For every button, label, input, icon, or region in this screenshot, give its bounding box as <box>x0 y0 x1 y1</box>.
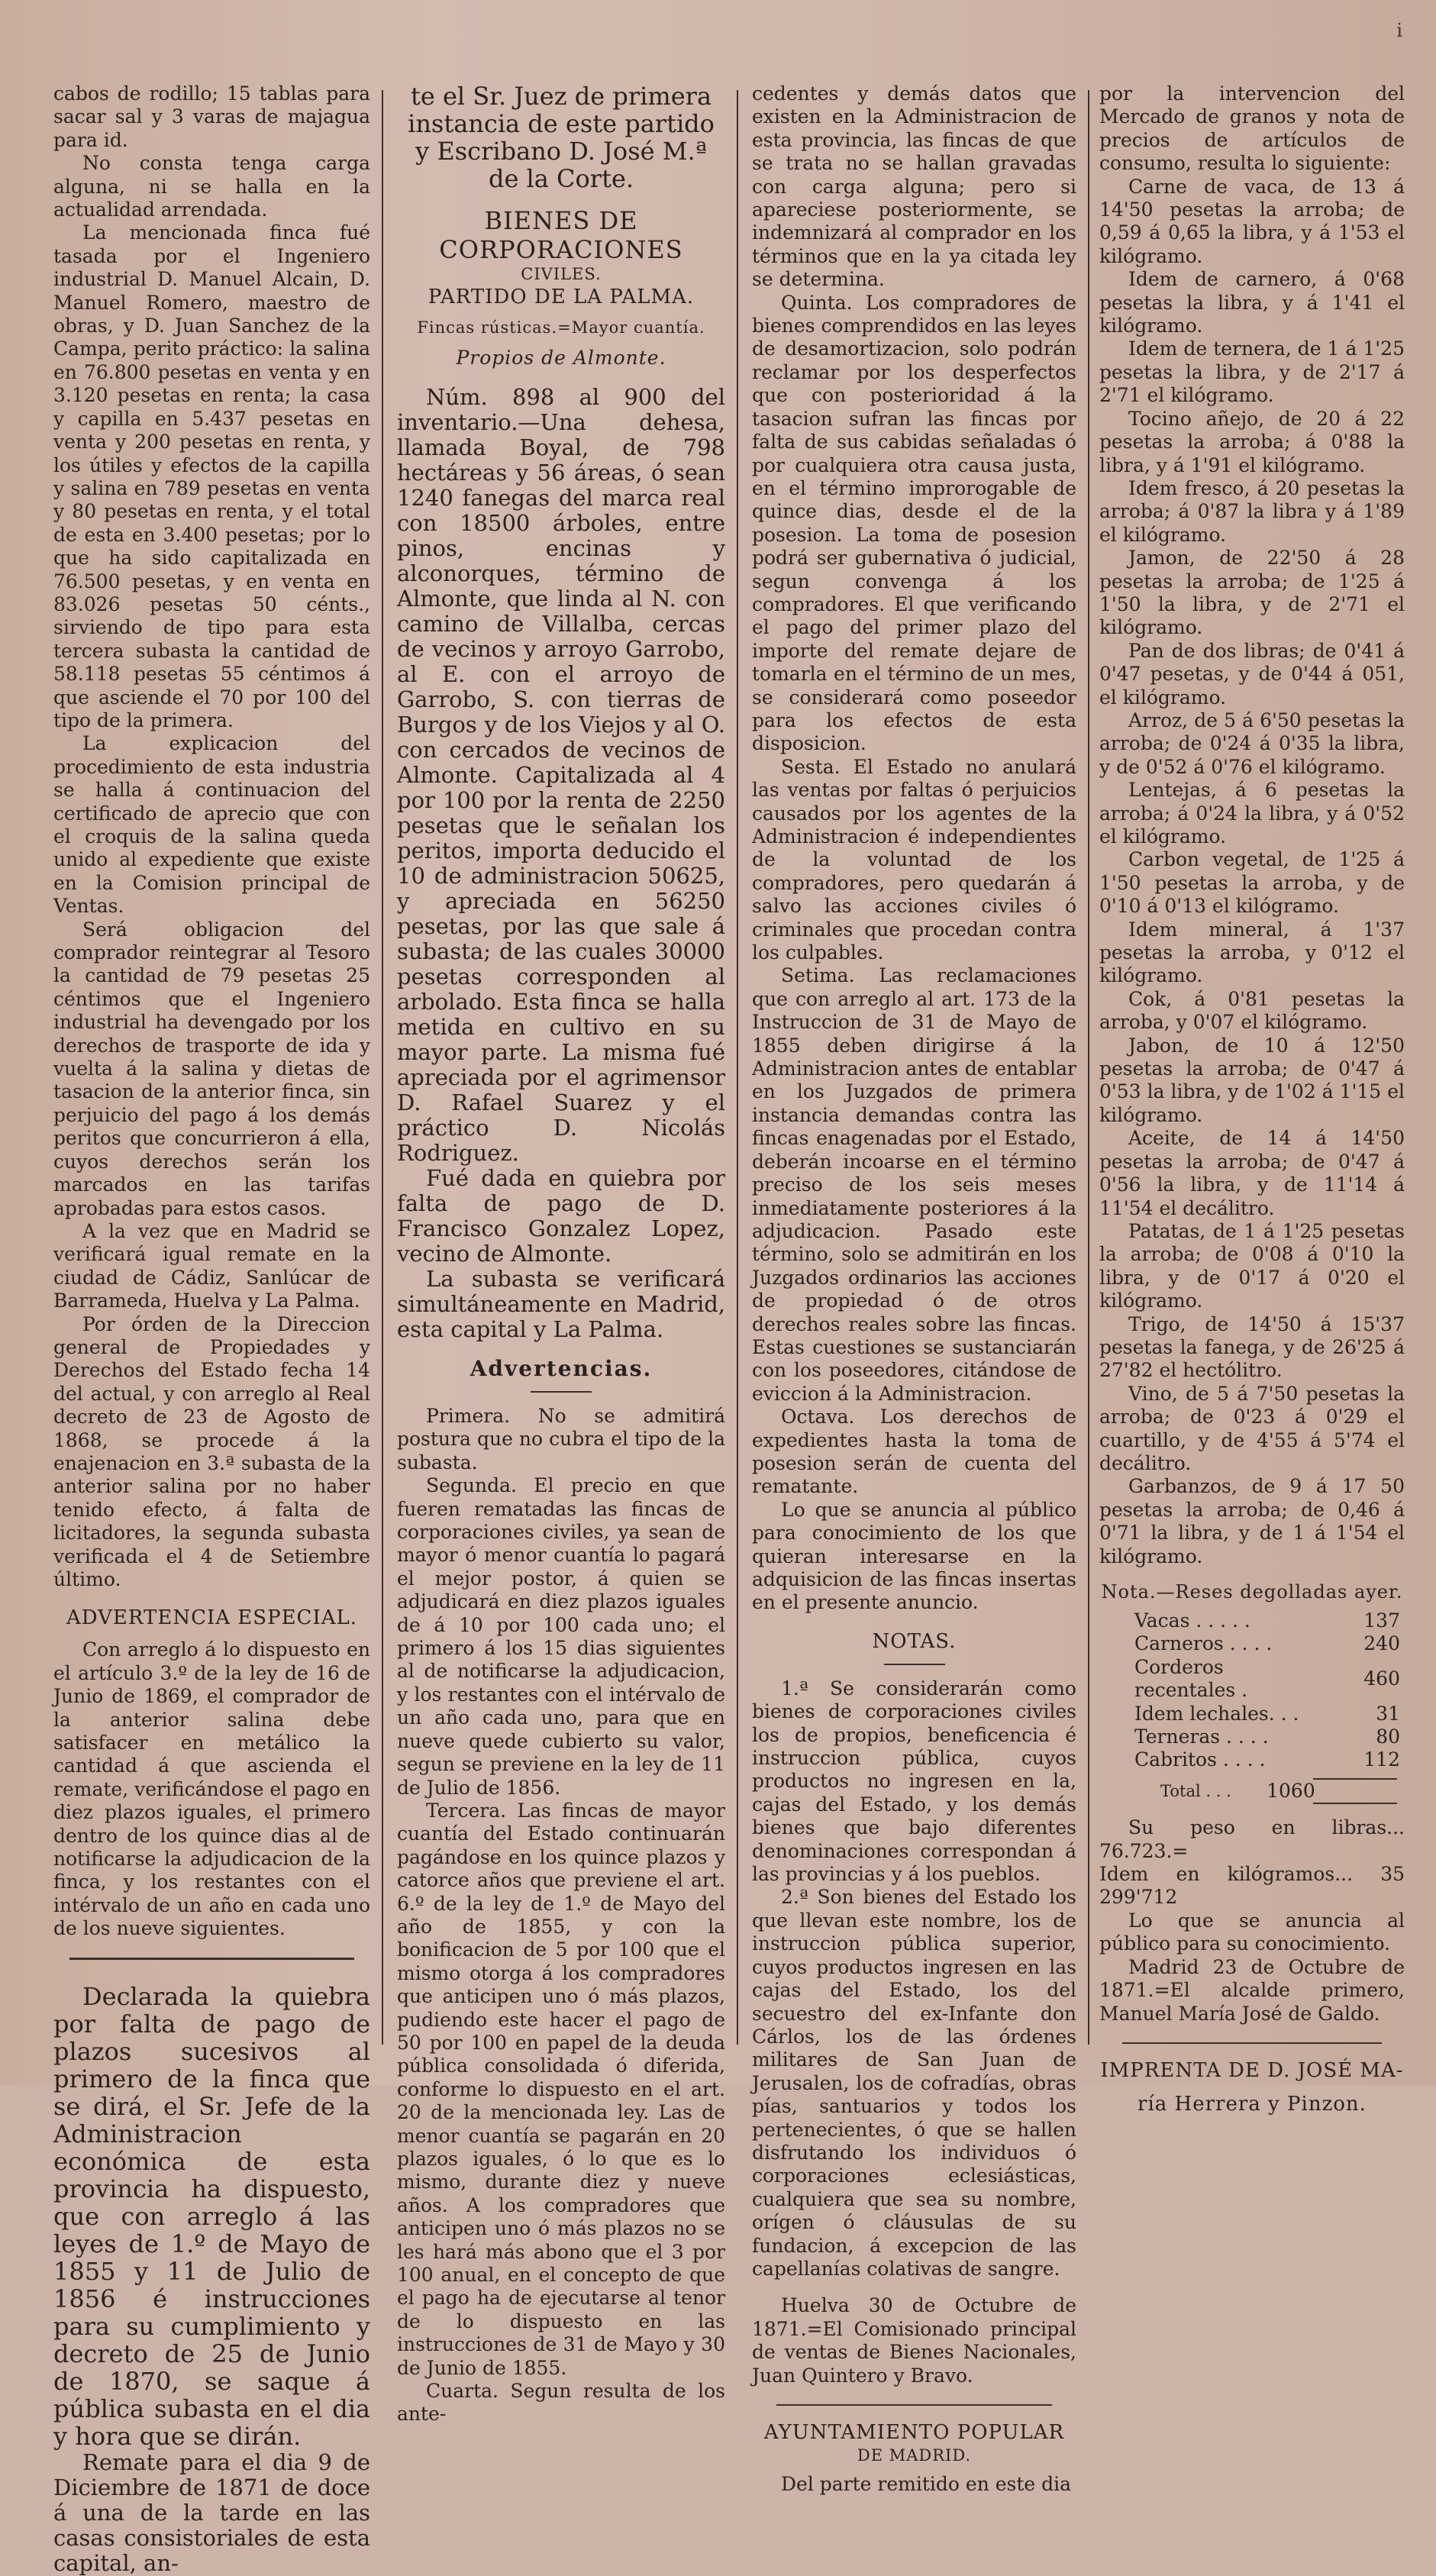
col3-paragraph: cedentes y demás datos que existen en la Administracion de esta provincia, las fincas de que se trata no se hallan gravadas con carga alguna; pero si apareciese posteriormente, se indemnizará al comprador en los términos que en la ya citada ley se determina. <box>752 82 1076 291</box>
col1-paragraph: Será obligacion del comprador reintegrar al Tesoro la cantidad de 79 pesetas 25 céntimos que el Ingeniero industrial ha devengado por los derechos de trasporte de ida y vuelta á la salina y dietas de tasacion de la anterior finca, sin perjuicio del pago á los demás peritos que concurrieron á ella, cuyos derechos serán los marcados en las tarifas aprobadas para estos casos. <box>53 918 370 1219</box>
price-item: Jabon, de 10 á 12'50 pesetas la arroba; de 0'47 á 0'53 la libra, y de 1'02 á 1'15 el kilógramo. <box>1099 1034 1405 1126</box>
price-item: Garbanzos, de 9 á 17 50 pesetas la arroba; de 0,46 á 0'71 la libra, y de 1 á 1'54 el kilógramo. <box>1099 1475 1405 1567</box>
column-1 <box>53 82 370 2576</box>
col1-paragraph: cabos de rodillo; 15 tablas para sacar sal y 3 varas de majagua para id. <box>53 82 370 151</box>
price-item: Vino, de 5 á 7'50 pesetas la arroba; de 0'23 á 0'29 el cuartillo, y de 4'55 á 5'74 el decálitro. <box>1099 1382 1405 1474</box>
price-item: Carne de vaca, de 13 á 14'50 pesetas la arroba; de 0,59 á 0,65 la libra, y á 1'53 el kilógramo. <box>1099 175 1405 267</box>
advertencia-item: Segunda. El precio en que fueren rematadas las fincas de corporaciones civiles, ya sean de mayor ó menor cuantía lo pagará el mejor postor, á quien se adjudicará en diez plazos iguales de á 10 por 100 cada uno; el primero á los 15 dias siguientes al de notificarse la adjudicacion, y los restantes con el intérvalo de un año cada uno, para que en nueve quede cubierto su valor, segun se previene en la ley de 11 de Julio de 1856. <box>397 1474 725 1799</box>
total-divider <box>1313 1803 1397 1804</box>
comisionado-signature: Huelva 30 de Octubre de 1871.=El Comisionado principal de ventas de Bienes Nacionales, Juan Quintero y Bravo. <box>752 2294 1076 2387</box>
column-rule-1 <box>382 90 383 2045</box>
table-row: Carneros . . . . 240 <box>1134 1632 1400 1655</box>
column-rule-2 <box>737 90 738 2045</box>
price-item: Arroz, de 5 á 6'50 pesetas la arroba; de 0'24 á 0'35 la libra, y de 0'52 á 0'76 el kilógramo. <box>1099 709 1405 778</box>
advertencia-especial-text: Con arreglo á lo dispuesto en el artículo 3.º de la ley de 16 de Junio de 1869, el comprador de la anterior salina debe satisfacer en metálico la cantidad á que ascienda el remate, verificándose el pago en diez plazos iguales, el primero dentro de los quince dias al de notificarse la adjudicacion de la finca, y los restantes con el intérvalo de un año en cada uno de los nueve siguientes. <box>53 1638 370 1940</box>
remate-notice: Remate para el dia 9 de Diciembre de 1871 de doce á una de la tarde en las casas consistoriales de esta capital, an- <box>53 2448 370 2576</box>
heading-divider <box>884 1664 945 1665</box>
fincas-heading: Fincas rústicas.=Mayor cuantía. <box>417 318 705 337</box>
advertencia-item: Cuarta. Segun resulta de los ante- <box>397 2380 725 2426</box>
reses-heading: Nota.—Reses degolladas ayer. <box>1101 1581 1403 1603</box>
advertencia-especial-heading: ADVERTENCIA ESPECIAL. <box>66 1606 358 1630</box>
bienes-heading: BIENES DE CORPORACIONES <box>439 206 683 264</box>
imprenta-line-1: IMPRENTA DE D. JOSÉ MA- <box>1100 2058 1404 2082</box>
reses-table <box>1130 1609 1405 1772</box>
col3-paragraph: Lo que se anuncia al público para conocimiento de los que quieran interesarse en la adquisicion de las fincas insertas en el presente anuncio. <box>752 1498 1076 1614</box>
imprenta-line-2: ría Herrera y Pinzon. <box>1138 2092 1367 2116</box>
col1-paragraph: No consta tenga carga alguna, ni se halla en la actualidad arrendada. <box>53 152 370 221</box>
civiles-heading: CIVILES. <box>521 265 602 283</box>
price-item: Pan de dos libras; de 0'41 á 0'47 pesetas, y de 0'44 á 051, el kilógramo. <box>1099 639 1405 709</box>
section-divider <box>1122 2042 1382 2044</box>
total-table <box>1130 1780 1320 1803</box>
col3-paragraph: Sesta. El Estado no anulará las ventas por faltas ó perjuicios causados por los agentes de la Administracion é independientes de la voluntad de los compradores, pero quedarán á salvo las acciones civiles ó criminales que procedan contra los culpables. <box>752 755 1076 964</box>
alcalde-signature: Madrid 23 de Octubre de 1871.=El alcalde primero, Manuel María José de Galdo. <box>1099 1955 1405 2025</box>
col1-paragraph: La mencionada finca fué tasada por el Ingeniero industrial D. Manuel Alcain, D. Manuel Romero, maestro de obras, y D. Juan Sanchez de la Campa, perito práctico: la salina en 76.800 pesetas en venta y en 3.120 pesetas en renta; la casa y capilla en 5.437 pesetas en venta y 200 pesetas en renta, y los útiles y efectos de la capilla y salina en 789 pesetas en venta y 80 pesetas en renta, y el total de esta en 3.400 pesetas; por lo que ha sido capitalizada en 76.500 pesetas, y en venta en 83.026 pesetas 50 cénts., sirviendo de tipo para esta tercera subasta la cantidad de 58.118 pesetas 55 céntimos á que asciende el 70 por 100 del tipo de la primera. <box>53 221 370 731</box>
peso-libras: Su peso en libras... 76.723.= <box>1099 1816 1405 1862</box>
partido-heading: PARTIDO DE LA PALMA. <box>428 286 695 308</box>
total-row: Total . . . 1060 <box>1160 1779 1315 1802</box>
col3-paragraph: Octava. Los derechos de expedientes hasta la toma de posesion serán de cuenta del rematante. <box>752 1406 1076 1498</box>
table-row: Vacas . . . . . 137 <box>1134 1609 1400 1632</box>
column-rule-3 <box>1088 90 1089 2045</box>
nota-item: 1.ª Se considerarán como bienes de corporaciones civiles los de propios, beneficencia é instruccion pública, cuyos productos no ingresen en la, cajas del Estado, y los demás bienes que bajo diferentes denominaciones correspondan á las provincias y á los pueblos. <box>752 1677 1076 1886</box>
column-4 <box>1099 82 1405 2116</box>
quiebra-declaration: Declarada la quiebra por falta de pago de plazos sucesivos al primero de la finca que se dirá, el Sr. Jefe de la Administracion económica de esta provincia ha dispuesto, que con arreglo á las leyes de 1.º de Mayo de 1855 y 11 de Julio de 1856 é instrucciones para su cumplimiento y decreto de 25 de Junio de 1870, se saque á pública subasta en el dia y hora que se dirán. <box>53 1981 370 2451</box>
col1-paragraph: La explicacion del procedimiento de esta industria se halla á continuacion del certificado de aprecio que con el croquis de la salina queda unido al expediente que existe en la Comision principal de Ventas. <box>53 732 370 918</box>
price-item: Idem de carnero, á 0'68 pesetas la libra, y á 1'41 el kilógramo. <box>1099 268 1405 337</box>
price-item: Tocino añejo, de 20 á 22 pesetas la arroba; á 0'88 la libra, y á 1'91 el kilógramo. <box>1099 407 1405 476</box>
total-divider <box>1313 1778 1397 1780</box>
subasta-note: La subasta se verificará simultáneamente en Madrid, esta capital y La Palma. <box>397 1266 725 1342</box>
column-3 <box>752 82 1076 2495</box>
anuncio-text: Lo que se anuncia al público para su conocimiento. <box>1099 1909 1405 1955</box>
column-2 <box>397 82 725 2426</box>
table-row: Terneras . . . . 80 <box>1134 1725 1400 1748</box>
advertencia-item: Primera. No se admitirá postura que no cubra el tipo de la subasta. <box>397 1405 725 1474</box>
col3-paragraph: Setima. Las reclamaciones que con arreglo al art. 173 de la Instruccion de 31 de Mayo de 1855 deben dirigirse á la Administracion antes de entablar en los Juzgados de primera instancia demandas contra las fincas enagenadas por el Estado, deberán incoarse en el término preciso de los seis meses inmediatamente posteriores á la adjudicacion. Pasado este término, solo se admitirán en los Juzgados ordinarios las acciones de propiedad ó de otros derechos reales sobre las fincas. Estas cuestiones se sustanciarán con los poseedores, citándose de eviccion á la Administracion. <box>752 964 1076 1405</box>
notas-heading: NOTAS. <box>872 1629 957 1653</box>
col1-paragraph: A la vez que en Madrid se verificará igual remate en la ciudad de Cádiz, Sanlúcar de Barrameda, Huelva y La Palma. <box>53 1219 370 1312</box>
peso-kilogramos: Idem en kilógramos... 35 299'712 <box>1099 1863 1405 1909</box>
price-item: Idem fresco, á 20 pesetas la arroba; á 0'87 la libra y á 1'89 el kilógramo. <box>1099 476 1405 546</box>
finca-description: Núm. 898 al 900 del inventario.—Una dehesa, llamada Boyal, de 798 hectáreas y 56 áreas, ó sean 1240 fanegas del marca real con 18500 árboles, entre pinos, encinas y alconorques, término de Almonte, que linda al N. con camino de Villalba, cercas de vecinos y arroyo Garrobo, al E. con el arroyo de Garrobo, S. con tierras de Burgos y de los Viejos y al O. con cercados de vecinos de Almonte. Capitalizada al 4 por 100 por la renta de 2250 pesetas que le señalan los peritos, importa deducido el 10 de administracion 50625, y apreciada en 56250 pesetas, por las que sale á subasta; de las cuales 30000 pesetas corresponden al arbolado. Esta finca se halla metida en cultivo en su mayor parte. La misma fué apreciada por el agrimensor D. Rafael Suarez y el práctico D. Nicolás Rodriguez. <box>397 384 725 1166</box>
price-item: Idem de ternera, de 1 á 1'25 pesetas la libra, y de 2'17 á 2'71 el kilógramo. <box>1099 337 1405 407</box>
col3-paragraph: Quinta. Los compradores de bienes comprendidos en las leyes de desamortizacion, solo podrán reclamar por los desperfectos que con posterioridad á la tasacion sufran las fincas por falta de sus cabidas señaladas ó por cualquiera otra causa justa, en el término improrogable de quince dias, desde el de la posesion. La toma de posesion podrá ser gubernativa ó judicial, segun convenga á los compradores. El que verificando el pago del primer plazo del importe del remate dejare de tomarla en el término de un mes, se considerará como poseedor para los efectos de esta disposicion. <box>752 291 1076 755</box>
col2-intro: te el Sr. Juez de primera instancia de este partido y Escribano D. José M.ª de la Corte. <box>408 82 715 193</box>
price-item: Carbon vegetal, de 1'25 á 1'50 pesetas la arroba, y de 0'10 á 0'13 el kilógramo. <box>1099 848 1405 918</box>
table-row: Idem lechales. . . 31 <box>1134 1702 1400 1725</box>
ayuntamiento-subheading: DE MADRID. <box>857 2446 972 2465</box>
advertencia-item: Tercera. Las fincas de mayor cuantía del Estado continuarán pagándose en los quince plazos y catorce años que previene el art. 6.º de la ley de 1.º de Mayo del año de 1855, y con la bonificacion de 5 por 100 que el mismo otorga á los compradores que anticipen uno ó más plazos, pudiendo este hacer el pago de 50 por 100 en papel de la deuda pública consolidada ó diferida, conforme lo dispuesto en el art. 20 de la mencionada ley. Las de menor cuantía se pagarán en 20 plazos iguales, ó lo que es lo mismo, durante diez y nueve años. A los compradores que anticipen uno ó más plazos no se les hará más abono que el 3 por 100 anual, en el concepto de que el pago ha de ejecutarse al tenor de lo dispuesto en las instrucciones de 31 de Mayo y 30 de Junio de 1855. <box>397 1799 725 2379</box>
price-item: Jamon, de 22'50 á 28 pesetas la arroba; de 1'25 á 1'50 la libra, y de 2'71 el kilógramo. <box>1099 547 1405 639</box>
price-item: Aceite, de 14 á 14'50 pesetas la arroba; de 0'47 á 0'56 la libra, y de 11'14 á 11'54 el decálitro. <box>1099 1127 1405 1219</box>
col4-paragraph: por la intervencion del Mercado de granos y nota de precios de artículos de consumo, resulta lo siguiente: <box>1099 82 1405 175</box>
price-item: Cok, á 0'81 pesetas la arroba, y 0'07 el kilógramo. <box>1099 987 1405 1034</box>
table-row: Cabritos . . . . 112 <box>1134 1748 1400 1771</box>
table-row: Corderos recentales . 460 <box>1134 1655 1400 1702</box>
ayuntamiento-heading: AYUNTAMIENTO POPULAR <box>763 2421 1065 2444</box>
ayuntamiento-text: Del parte remitido en este dia <box>781 2473 1072 2495</box>
advertencias-heading: Advertencias. <box>470 1356 653 1381</box>
corner-mark: i <box>1396 20 1402 41</box>
section-divider <box>776 2404 1052 2406</box>
price-item: Idem mineral, á 1'37 pesetas la arroba, y 0'12 el kilógramo. <box>1099 918 1405 987</box>
section-divider <box>69 1958 355 1960</box>
price-item: Lentejas, á 6 pesetas la arroba; á 0'24 la libra, y á 0'52 el kilógramo. <box>1099 779 1405 847</box>
propios-heading: Propios de Almonte. <box>456 347 666 369</box>
price-item: Trigo, de 14'50 á 15'37 pesetas la fanega, y de 26'25 á 27'82 el hectólitro. <box>1099 1312 1405 1382</box>
nota-item: 2.ª Son bienes del Estado los que llevan este nombre, los de instruccion pública superior, cuyos productos ingresen en las cajas del Estado, los del secuestro del ex-Infante don Cárlos, los de las órdenes militares de San Juan de Jerusalen, los de cofradías, obras pías, santuarios y todos los pertenecientes, ó que se hallen disfrutando los individuos ó corporaciones eclesiásticas, cualquiera que sea su nombre, orígen ó cláusulas de su fundacion, á excepcion de las capellanías colativas de sangre. <box>752 1886 1076 2280</box>
price-item: Patatas, de 1 á 1'25 pesetas la arroba; de 0'08 á 0'10 la libra, y de 0'17 á 0'20 el kilógramo. <box>1099 1219 1405 1312</box>
quiebra-note: Fué dada en quiebra por falta de pago de D. Francisco Gonzalez Lopez, vecino de Almonte. <box>397 1165 725 1267</box>
col1-paragraph: Por órden de la Direccion general de Propiedades y Derechos del Estado fecha 14 del actual, y con arreglo al Real decreto de 23 de Agosto de 1868, se procede á la enajenacion en 3.ª subasta de la anterior salina por no haber tenido efecto, á falta de licitadores, la segunda subasta verificada el 4 de Setiembre último. <box>53 1312 370 1590</box>
heading-divider <box>531 1391 592 1393</box>
